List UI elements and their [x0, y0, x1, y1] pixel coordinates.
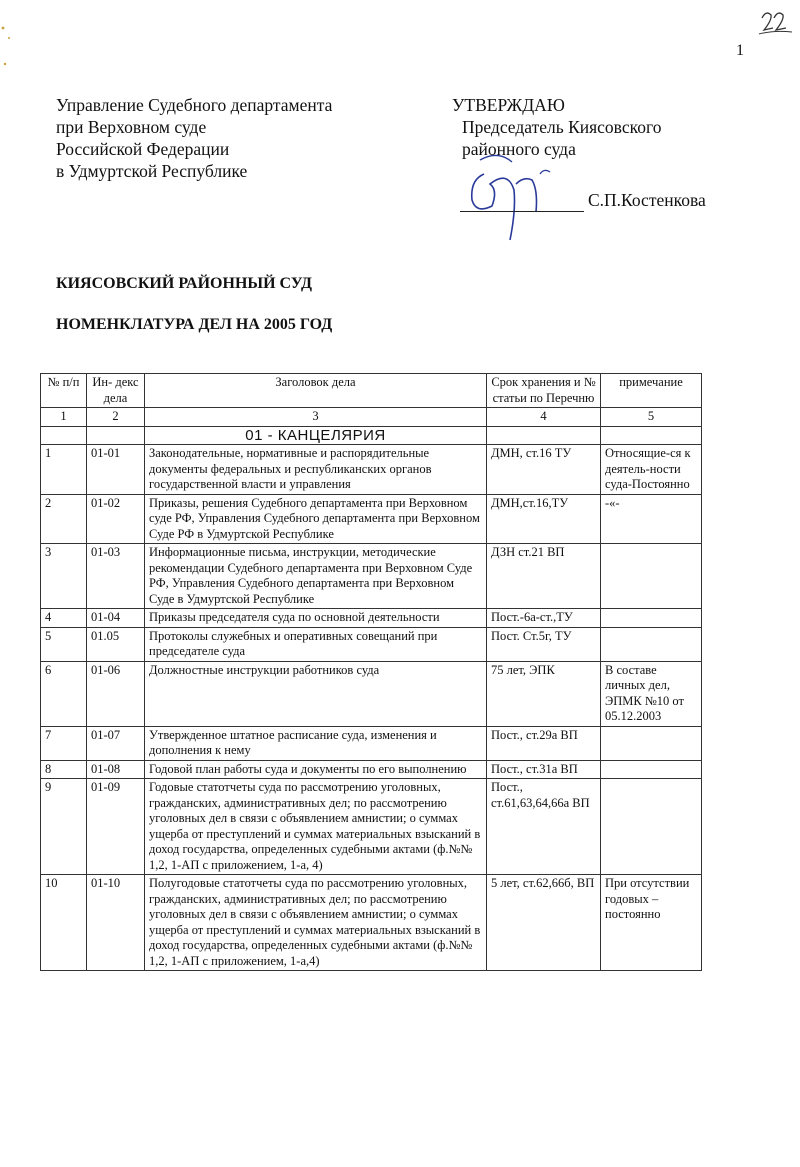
row-title: Приказы, решения Судебного департамента при Верховном суде РФ, Управления Судебного департамента при Верховном Суде РФ в Удмуртской Республике — [145, 494, 487, 544]
signer-name: С.П.Костенкова — [588, 190, 706, 210]
row-note — [601, 760, 702, 779]
row-note — [601, 609, 702, 628]
row-retention: 75 лет, ЭПК — [487, 661, 601, 726]
row-title: Утвержденное штатное расписание суда, изменения и дополнения к нему — [145, 726, 487, 760]
signature-line-row — [460, 190, 760, 230]
row-title: Законодательные, нормативные и распорядительные документы федеральных и республиканских органов государственной власти и управления — [145, 445, 487, 495]
row-retention: ДМН,ст.16,ТУ — [487, 494, 601, 544]
row-number: 3 — [41, 544, 87, 609]
scan-specks — [0, 20, 20, 85]
page-number: 1 — [736, 42, 744, 59]
document-title: НОМЕНКЛАТУРА ДЕЛ НА 2005 ГОД — [56, 316, 333, 333]
row-retention: Пост.-6а-ст.,ТУ — [487, 609, 601, 628]
approve-heading: УТВЕРЖДАЮ — [452, 95, 565, 115]
header-title: Заголовок дела — [145, 374, 487, 408]
row-note: Относящие-ся к деятель-ности суда-Постоянно — [601, 445, 702, 495]
row-number: 5 — [41, 627, 87, 661]
header-note: примечание — [601, 374, 702, 408]
row-title: Полугодовые статотчеты суда по рассмотрению уголовных, гражданских, административных дел; по рассмотрению уголовных дел в связи с объявлением амнистии; о суммах ущерба от преступлений и суммах материальных взысканий в доход государства, определенных судебными актами (ф.№№ 1,2, 1-АП с приложением, 1-а,4) — [145, 875, 487, 971]
issuer-line: в Удмуртской Республике — [56, 161, 248, 181]
row-index: 01-04 — [87, 609, 145, 628]
row-number: 1 — [41, 445, 87, 495]
column-number: 5 — [601, 408, 702, 427]
nomenclature-table — [40, 373, 702, 971]
row-note — [601, 627, 702, 661]
row-number: 6 — [41, 661, 87, 726]
row-title: Протоколы служебных и оперативных совещаний при председателе суда — [145, 627, 487, 661]
issuer-line: Российской Федерации — [56, 139, 230, 159]
row-index: 01-06 — [87, 661, 145, 726]
column-number: 4 — [487, 408, 601, 427]
issuer-block — [56, 94, 332, 182]
issuer-line: при Верховном суде — [56, 117, 207, 137]
table-row — [41, 627, 702, 661]
table-row — [41, 609, 702, 628]
signature-line — [460, 211, 584, 212]
row-retention: Пост., ст.61,63,64,66а ВП — [487, 779, 601, 875]
column-number: 3 — [145, 408, 487, 427]
handwritten-page-mark — [756, 6, 796, 45]
row-index: 01-07 — [87, 726, 145, 760]
row-number: 9 — [41, 779, 87, 875]
row-note — [601, 544, 702, 609]
row-note — [601, 726, 702, 760]
header-index: Ин- декс дела — [87, 374, 145, 408]
row-index: 01.05 — [87, 627, 145, 661]
row-number: 2 — [41, 494, 87, 544]
approver-court: районного суда — [462, 139, 576, 159]
row-index: 01-08 — [87, 760, 145, 779]
table-row — [41, 726, 702, 760]
table-row — [41, 875, 702, 971]
column-number: 2 — [87, 408, 145, 427]
column-number: 1 — [41, 408, 87, 427]
row-title: Информационные письма, инструкции, методические рекомендации Судебного департамента при Верховном Суде РФ, Управления Судебного департамента при Верховном Суде в Удмуртской Республике — [145, 544, 487, 609]
section-row — [41, 426, 702, 445]
row-retention: ДМН, ст.16 ТУ — [487, 445, 601, 495]
row-note — [601, 779, 702, 875]
row-index: 01-09 — [87, 779, 145, 875]
table-row — [41, 661, 702, 726]
row-title: Годовой план работы суда и документы по его выполнению — [145, 760, 487, 779]
row-retention: Пост., ст.29а ВП — [487, 726, 601, 760]
table-header-row — [41, 374, 702, 408]
header-number: № п/п — [41, 374, 87, 408]
row-note: При отсутствии годовых – постоянно — [601, 875, 702, 971]
row-retention: Пост. Ст.5г, ТУ — [487, 627, 601, 661]
header-retention: Срок хранения и № статьи по Перечню — [487, 374, 601, 408]
table-row — [41, 544, 702, 609]
row-number: 7 — [41, 726, 87, 760]
table-row — [41, 494, 702, 544]
row-index: 01-03 — [87, 544, 145, 609]
row-retention: Пост., ст.31а ВП — [487, 760, 601, 779]
table-row — [41, 779, 702, 875]
row-title: Должностные инструкции работников суда — [145, 661, 487, 726]
column-numbers-row — [41, 408, 702, 427]
row-note: В составе личных дел, ЭПМК №10 от 05.12.2003 — [601, 661, 702, 726]
issuer-line: Управление Судебного департамента — [56, 95, 333, 115]
row-title: Приказы председателя суда по основной деятельности — [145, 609, 487, 628]
court-name: КИЯСОВСКИЙ РАЙОННЫЙ СУД — [56, 275, 313, 292]
row-number: 8 — [41, 760, 87, 779]
row-retention: ДЗН ст.21 ВП — [487, 544, 601, 609]
row-number: 4 — [41, 609, 87, 628]
row-number: 10 — [41, 875, 87, 971]
section-title: 01 - КАНЦЕЛЯРИЯ — [145, 426, 487, 445]
row-retention: 5 лет, ст.62,66б, ВП — [487, 875, 601, 971]
table-row — [41, 760, 702, 779]
row-index: 01-02 — [87, 494, 145, 544]
row-index: 01-10 — [87, 875, 145, 971]
row-note: -«- — [601, 494, 702, 544]
approver-position: Председатель Киясовского — [462, 117, 662, 137]
row-index: 01-01 — [87, 445, 145, 495]
row-title: Годовые статотчеты суда по рассмотрению уголовных, гражданских, административных дел; по рассмотрению уголовных дел в связи с объявлением амнистии; о суммах ущерба от преступлений и суммах материальных взысканий в доход государства, определенных судебными актами (ф.№№ 1,2, 1-АП с приложением, 1-а, 4) — [145, 779, 487, 875]
table-row — [41, 445, 702, 495]
